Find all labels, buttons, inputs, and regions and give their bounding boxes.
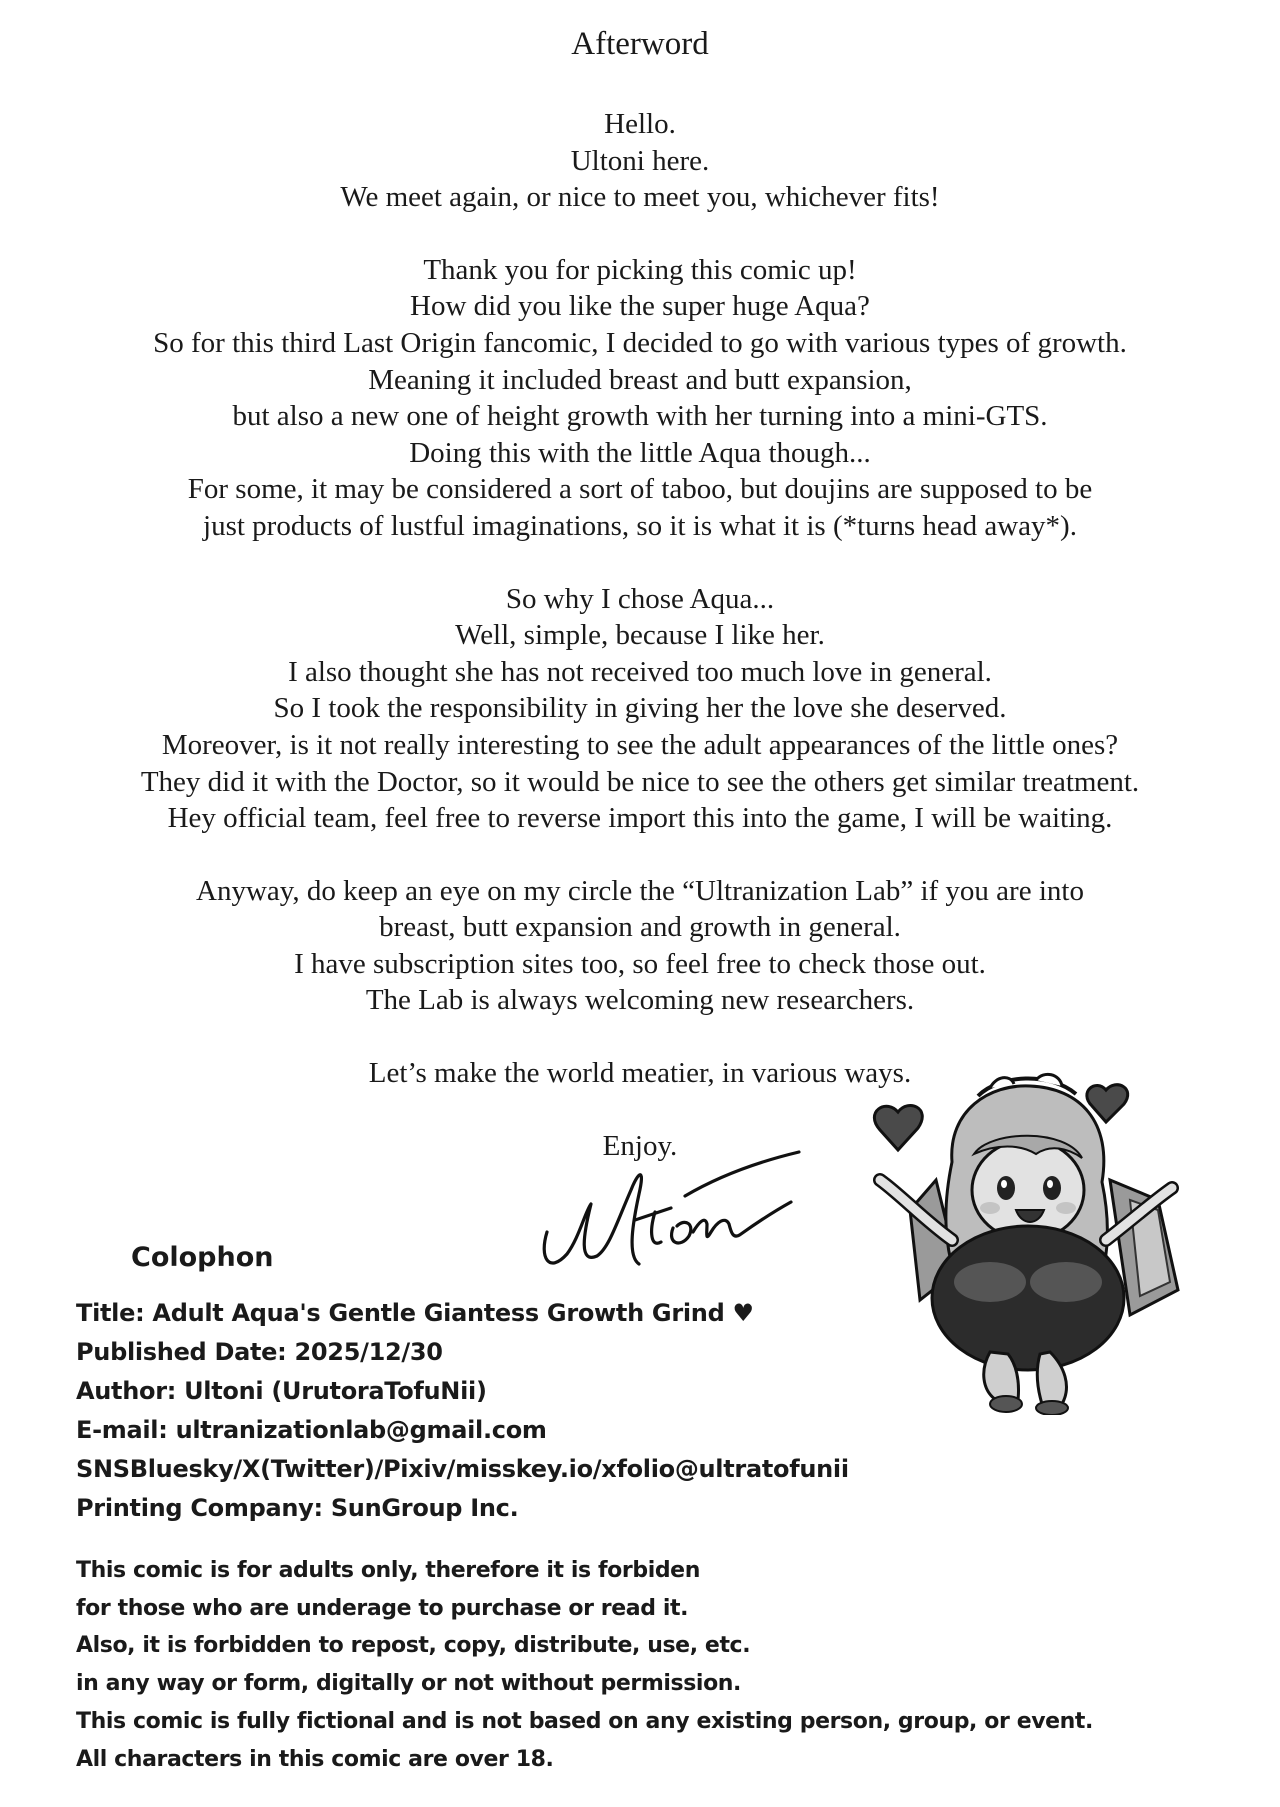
afterword-line: I also thought she has not received too much love in general.: [288, 655, 992, 688]
notice-line: for those who are underage to purchase or read it.: [76, 1595, 689, 1621]
afterword-line: Hey official team, feel free to reverse import this into the game, I will be waiting.: [167, 802, 1113, 835]
colophon-field: Author: Ultoni (UrutoraTofuNii): [76, 1377, 487, 1405]
notice-line: Also, it is forbidden to repost, copy, distribute, use, etc.: [76, 1633, 751, 1659]
notice-line: This comic is fully fictional and is not based on any existing person, group, or event.: [76, 1708, 1094, 1734]
afterword-line: So for this third Last Origin fancomic, I decided to go with various types of growth.: [153, 326, 1127, 359]
notice-line: in any way or form, digitally or not without permission.: [76, 1671, 742, 1697]
colophon-heading: Colophon: [131, 1242, 274, 1273]
afterword-paragraph: [0, 252, 1280, 545]
afterword-line: Enjoy.: [602, 1129, 678, 1162]
afterword-body: [0, 106, 1280, 1164]
afterword-line: but also a new one of height growth with her turning into a mini-GTS.: [232, 400, 1048, 433]
afterword-line: Let’s make the world meatier, in various ways.: [368, 1057, 912, 1090]
afterword-line: So why I chose Aqua...: [505, 582, 775, 615]
afterword-line: Moreover, is it not really interesting to see the adult appearances of the little ones?: [161, 728, 1119, 761]
afterword-paragraph: [0, 106, 1280, 216]
colophon-field: Title: Adult Aqua's Gentle Giantess Growth Grind ♥: [76, 1299, 754, 1327]
heart-icon: [874, 1105, 922, 1150]
afterword-line: Hello.: [604, 108, 676, 140]
afterword-line: Ultoni here.: [570, 144, 710, 177]
afterword-line: How did you like the super huge Aqua?: [410, 290, 870, 323]
colophon-section: [76, 1238, 1094, 1778]
adult-notice: [76, 1552, 1094, 1778]
afterword-line: Thank you for picking this comic up!: [423, 253, 857, 286]
colophon-field: E-mail: ultranizationlab@gmail.com: [76, 1416, 547, 1444]
afterword-line: I have subscription sites too, so feel free to check those out.: [294, 947, 986, 980]
afterword-title: Afterword: [571, 26, 709, 62]
afterword-line: We meet again, or nice to meet you, whichever fits!: [340, 181, 940, 214]
colophon-field: Published Date: 2025/12/30: [76, 1338, 443, 1366]
afterword-line: just products of lustful imaginations, so it is what it is (*turns head away*).: [203, 509, 1077, 542]
afterword-section: [0, 22, 1280, 1200]
afterword-line: Well, simple, because I like her.: [455, 619, 825, 652]
afterword-paragraph: [0, 873, 1280, 1019]
afterword-line: Meaning it included breast and butt expansion,: [368, 363, 912, 396]
afterword-line: Doing this with the little Aqua though...: [409, 436, 871, 469]
afterword-line: They did it with the Doctor, so it would be nice to see the others get similar treatment.: [140, 765, 1140, 798]
colophon-fields: [76, 1294, 849, 1528]
afterword-line: Anyway, do keep an eye on my circle the “Ultranization Lab” if you are into: [196, 874, 1084, 907]
afterword-line: For some, it may be considered a sort of taboo, but doujins are supposed to be: [187, 473, 1093, 506]
afterword-line: So I took the responsibility in giving her the love she deserved.: [273, 692, 1007, 725]
afterword-line: The Lab is always welcoming new researchers.: [365, 984, 915, 1017]
colophon-field: SNSBluesky/X(Twitter)/Pixiv/misskey.io/xfolio@ultratofunii: [76, 1455, 849, 1483]
notice-line: All characters in this comic are over 18.: [76, 1746, 554, 1772]
mascot-illustration: [840, 1070, 1200, 1415]
colophon-field: Printing Company: SunGroup Inc.: [76, 1494, 519, 1522]
notice-line: This comic is for adults only, therefore it is forbiden: [76, 1558, 700, 1583]
afterword-paragraph: [0, 581, 1280, 837]
afterword-line: breast, butt expansion and growth in general.: [379, 911, 901, 944]
